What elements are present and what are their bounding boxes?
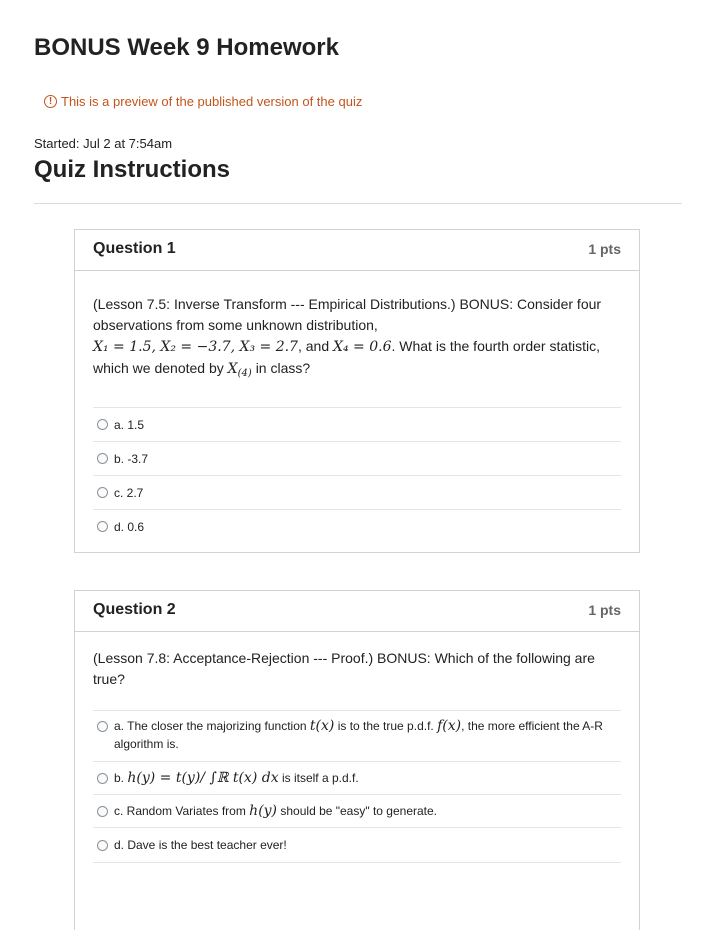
- math-t-of-x: t(x): [309, 718, 335, 734]
- question-text-part: , and: [297, 338, 330, 354]
- radio-unchecked-icon[interactable]: [97, 419, 108, 430]
- answer-option[interactable]: [93, 509, 621, 543]
- question-text-part: (Lesson 7.5: Inverse Transform --- Empirical Distributions.) BONUS: Consider four observations from some unknown distribution,: [93, 296, 602, 333]
- math-h-of-y: h(y) = t(y)/ ∫ℝ t(x) dx: [127, 770, 279, 786]
- question-header: [75, 591, 639, 632]
- section-divider: [34, 203, 682, 204]
- answer-label: c. 2.7: [114, 485, 144, 500]
- question-title: Question 2: [93, 601, 176, 618]
- math-h-y: h(y): [249, 803, 278, 819]
- math-observations: X₁ = 1.5, X₂ = −3.7, X₃ = 2.7: [93, 339, 298, 355]
- answer-label: b. -3.7: [114, 451, 149, 466]
- question-text: [75, 294, 639, 384]
- radio-unchecked-icon[interactable]: [97, 487, 108, 498]
- page-title: BONUS Week 9 Homework: [34, 34, 339, 61]
- answer-label: d. 0.6: [114, 519, 145, 534]
- answer-label: a. 1.5: [114, 417, 145, 432]
- math-f-of-x: f(x): [437, 718, 462, 734]
- answer-option[interactable]: [93, 761, 621, 794]
- answer-option[interactable]: [93, 710, 621, 761]
- question-card-1: [74, 229, 640, 553]
- answer-option[interactable]: [93, 407, 621, 441]
- warning-circle-icon: !: [44, 95, 57, 108]
- answer-label: a. The closer the majorizing function t(x) is to the true p.d.f. f(x), the more efficient the A-R algorithm is.: [114, 718, 603, 751]
- answer-option[interactable]: [93, 475, 621, 509]
- question-text-part: in class?: [255, 360, 311, 376]
- answer-label: d. Dave is the best teacher ever!: [114, 838, 287, 852]
- answer-list: [93, 407, 621, 543]
- section-title: Quiz Instructions: [34, 156, 231, 183]
- radio-unchecked-icon[interactable]: [97, 521, 108, 532]
- question-card-2: [74, 590, 640, 930]
- answer-option[interactable]: [93, 441, 621, 475]
- answer-label: b. h(y) = t(y)/ ∫ℝ t(x) dx is itself a p.d.f.: [114, 770, 359, 786]
- answer-option[interactable]: [93, 794, 621, 827]
- preview-notice: [44, 94, 362, 109]
- radio-unchecked-icon[interactable]: [97, 806, 108, 817]
- answer-list: [93, 710, 621, 864]
- started-timestamp: Started: Jul 2 at 7:54am: [34, 136, 173, 151]
- question-text: (Lesson 7.8: Acceptance-Rejection --- Proof.) BONUS: Which of the following are true?: [93, 650, 595, 687]
- radio-unchecked-icon[interactable]: [97, 773, 108, 784]
- question-points: 1 pts: [588, 241, 621, 257]
- answer-list-end-divider: [93, 862, 621, 864]
- radio-unchecked-icon[interactable]: [97, 840, 108, 851]
- question-title: Question 1: [93, 240, 176, 257]
- question-text-part: . What is the fourth order statistic, which we denoted by: [93, 338, 601, 376]
- preview-notice-text: This is a preview of the published version of the quiz: [61, 94, 363, 109]
- radio-unchecked-icon[interactable]: [97, 453, 108, 464]
- question-points: 1 pts: [588, 602, 621, 618]
- math-order-statistic: $X_{(4)}$: [227, 361, 252, 379]
- answer-label: c. Random Variates from h(y) should be "easy" to generate.: [114, 803, 438, 819]
- question-header: [75, 230, 639, 271]
- radio-unchecked-icon[interactable]: [97, 721, 108, 732]
- math-x4: X₄ = 0.6: [333, 339, 392, 355]
- answer-option[interactable]: [93, 827, 621, 862]
